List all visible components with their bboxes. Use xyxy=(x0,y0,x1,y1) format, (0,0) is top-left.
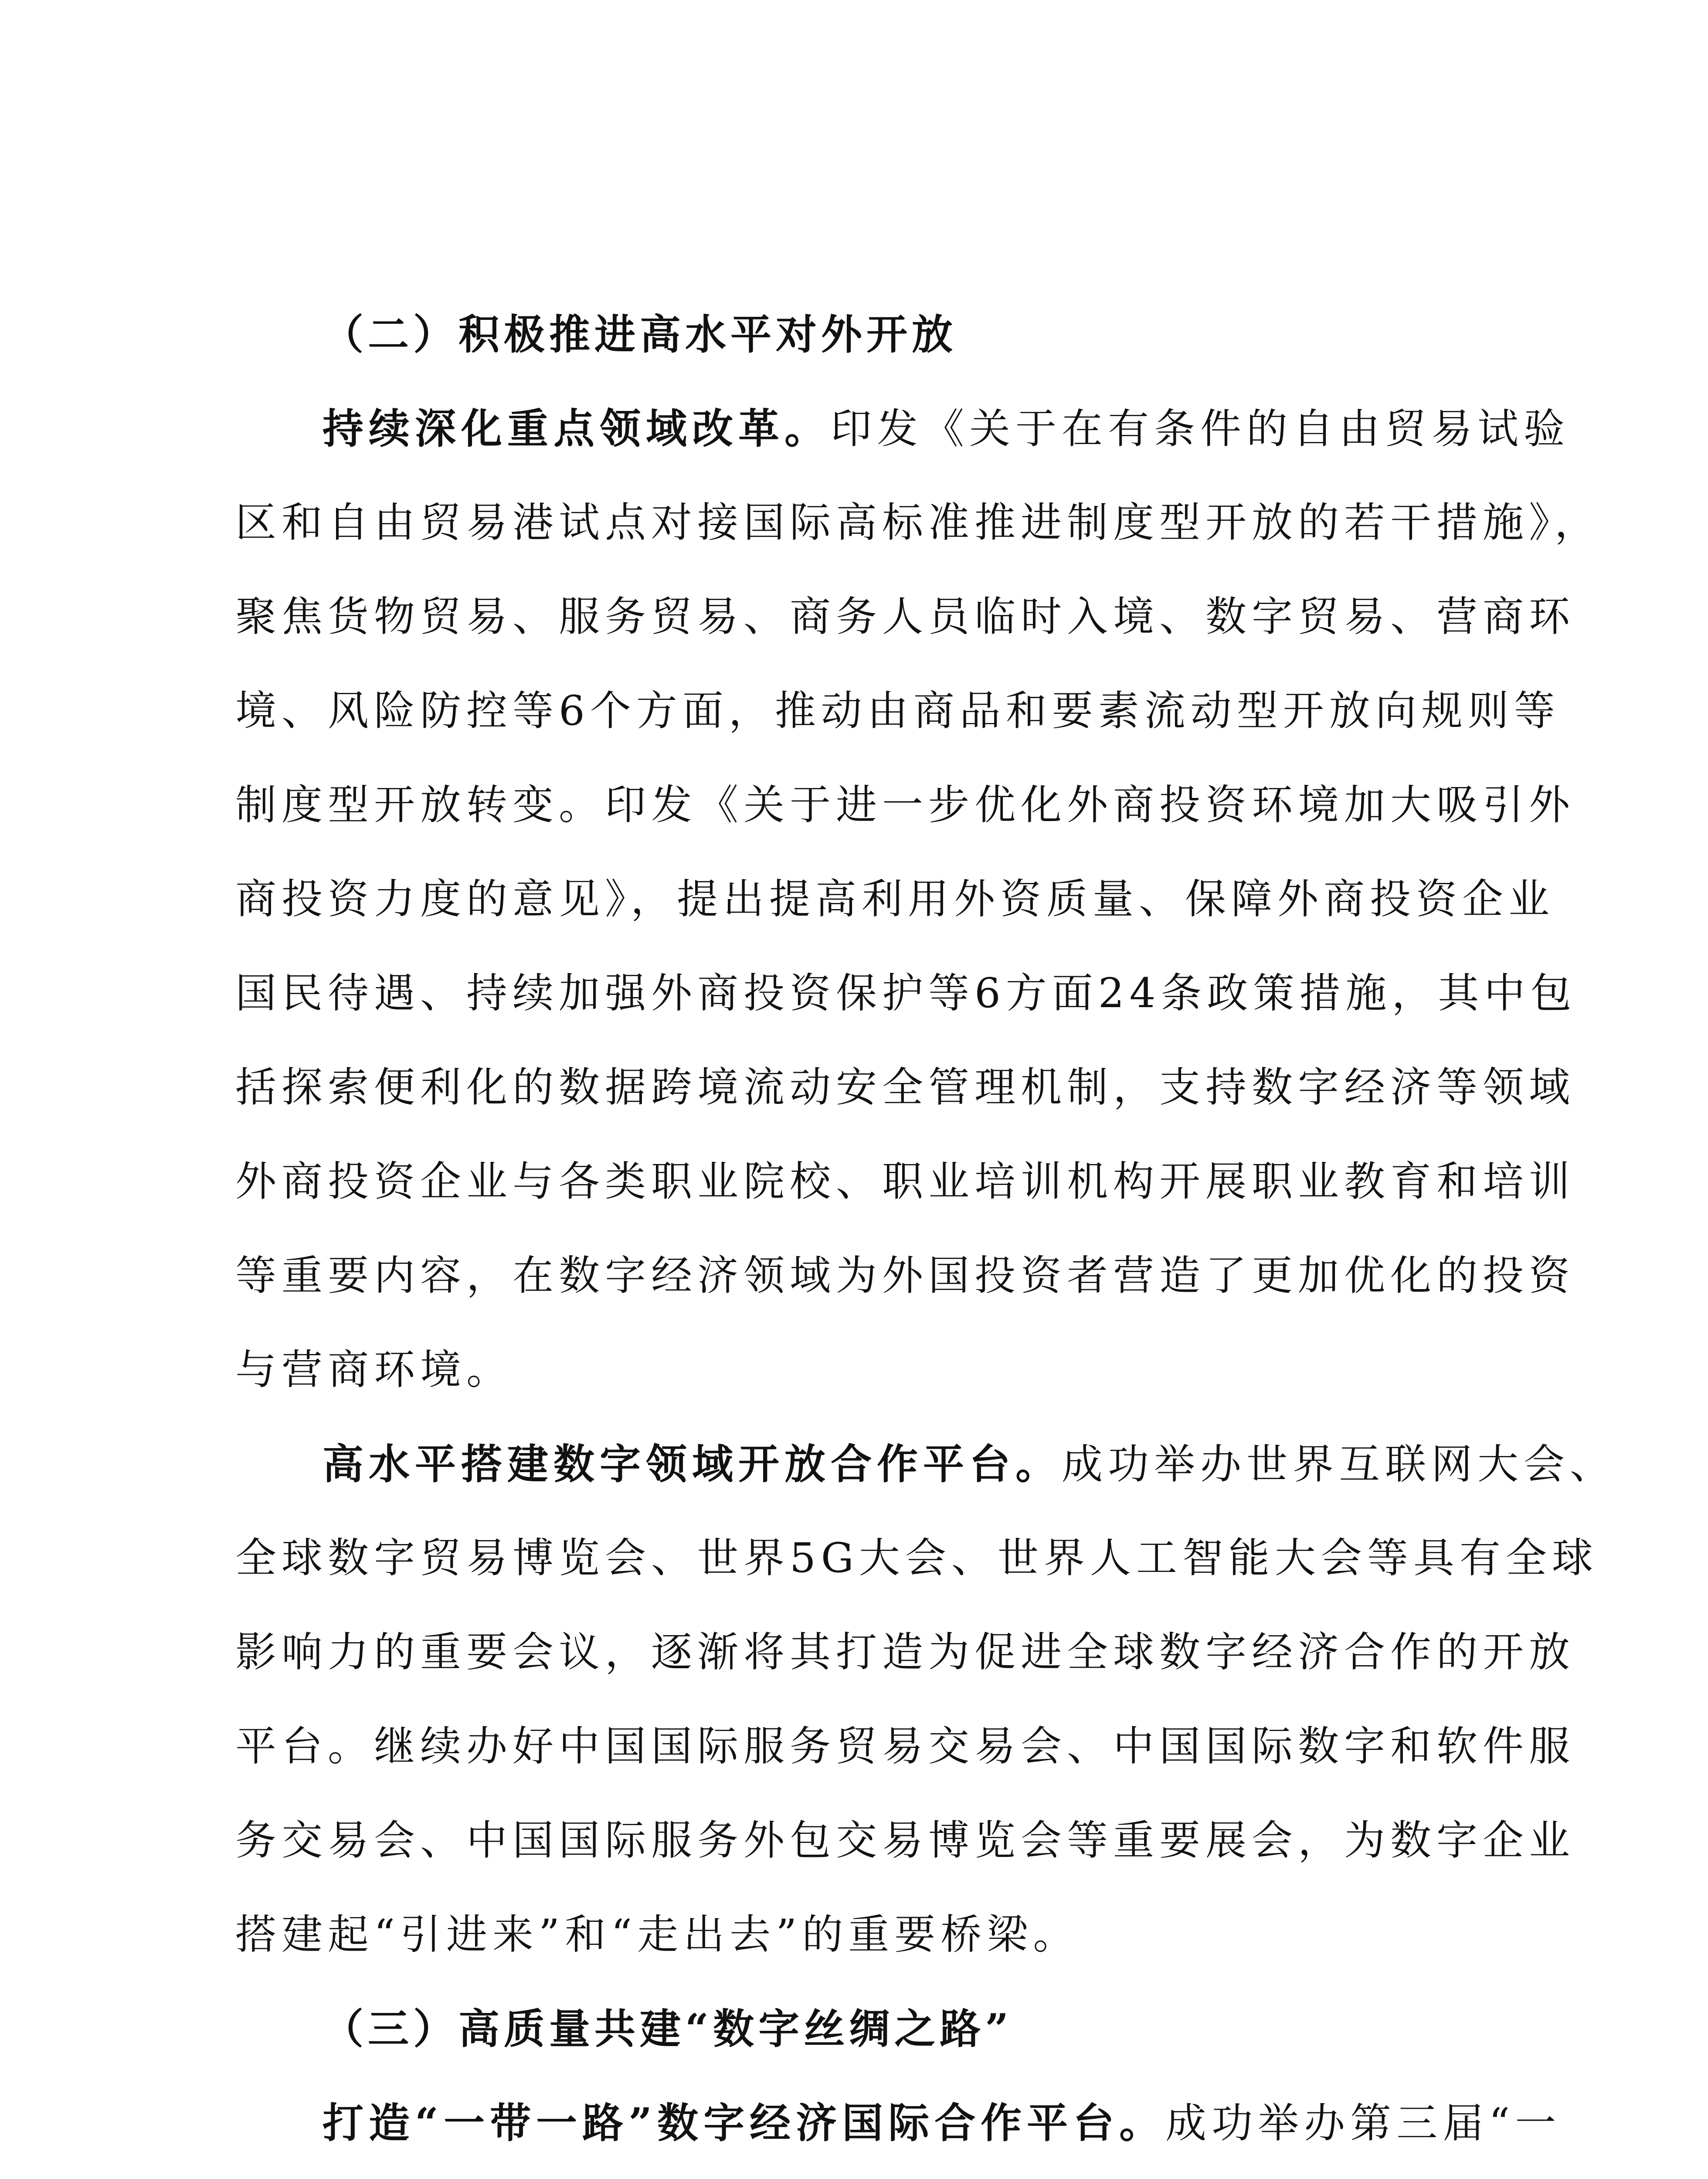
paragraph-2-line-5: 务交易会、中国国际服务外包交易博览会等重要展会，为数字企业 xyxy=(235,1817,1576,1864)
paragraph-1-line-3: 聚焦货物贸易、服务贸易、商务人员临时入境、数字贸易、营商环 xyxy=(235,593,1576,641)
paragraph-3-line-1-text: 成功举办第三届“一 xyxy=(1165,2100,1562,2147)
paragraph-1-line-9: 外商投资企业与各类职业院校、职业培训机构开展职业教育和培训 xyxy=(235,1158,1576,1205)
paragraph-1-lead: 持续深化重点领域改革。 xyxy=(323,405,831,453)
paragraph-2-line-6: 搭建起“引进来”和“走出去”的重要桥梁。 xyxy=(235,1911,1080,1958)
paragraph-2-line-1 xyxy=(235,1417,1616,1511)
paragraph-2-line-4: 平台。继续办好中国国际服务贸易交易会、中国国际数字和软件服 xyxy=(235,1723,1576,1770)
paragraph-3-line-1 xyxy=(235,2076,1562,2170)
paragraph-1-line-6: 商投资力度的意见》，提出提高利用外资质量、保障外商投资企业 xyxy=(235,876,1555,923)
paragraph-1-line-8: 括探索便利化的数据跨境流动安全管理机制，支持数字经济等领域 xyxy=(235,1064,1576,1111)
paragraph-1-line-1-text: 印发《关于在有条件的自由贸易试验 xyxy=(831,405,1570,453)
paragraph-2-line-3: 影响力的重要会议，逐渐将其打造为促进全球数字经济合作的开放 xyxy=(235,1629,1576,1676)
paragraph-1-line-7: 国民待遇、持续加强外商投资保护等6方面24条政策措施，其中包 xyxy=(235,970,1577,1017)
paragraph-1-line-2: 区和自由贸易港试点对接国际高标准推进制度型开放的若干措施》， xyxy=(235,499,1601,546)
paragraph-1-line-11: 与营商环境。 xyxy=(235,1346,513,1394)
page-body xyxy=(235,288,1616,2179)
paragraph-1-line-5: 制度型开放转变。印发《关于进一步优化外商投资环境加大吸引外 xyxy=(235,781,1576,829)
paragraph-2-line-1-text: 成功举办世界互联网大会、 xyxy=(1062,1441,1616,1488)
paragraph-1-line-4: 境、风险防控等6个方面，推动由商品和要素流动型开放向规则等 xyxy=(235,687,1560,735)
paragraph-2-lead: 高水平搭建数字领域开放合作平台。 xyxy=(323,1440,1062,1488)
paragraph-2-line-2: 全球数字贸易博览会、世界5G大会、世界人工智能大会等具有全球 xyxy=(235,1534,1598,1582)
section-heading-2: （二）积极推进高水平对外开放 xyxy=(323,311,958,359)
paragraph-3-lead: 打造“一带一路”数字经济国际合作平台。 xyxy=(323,2099,1166,2147)
paragraph-1-line-1 xyxy=(235,382,1570,476)
paragraph-3-line-2 xyxy=(235,2170,1491,2179)
paragraph-1-line-10: 等重要内容，在数字经济领域为外国投资者营造了更加优化的投资 xyxy=(235,1252,1576,1300)
section-heading-3: （三）高质量共建“数字丝绸之路” xyxy=(323,2005,1013,2053)
